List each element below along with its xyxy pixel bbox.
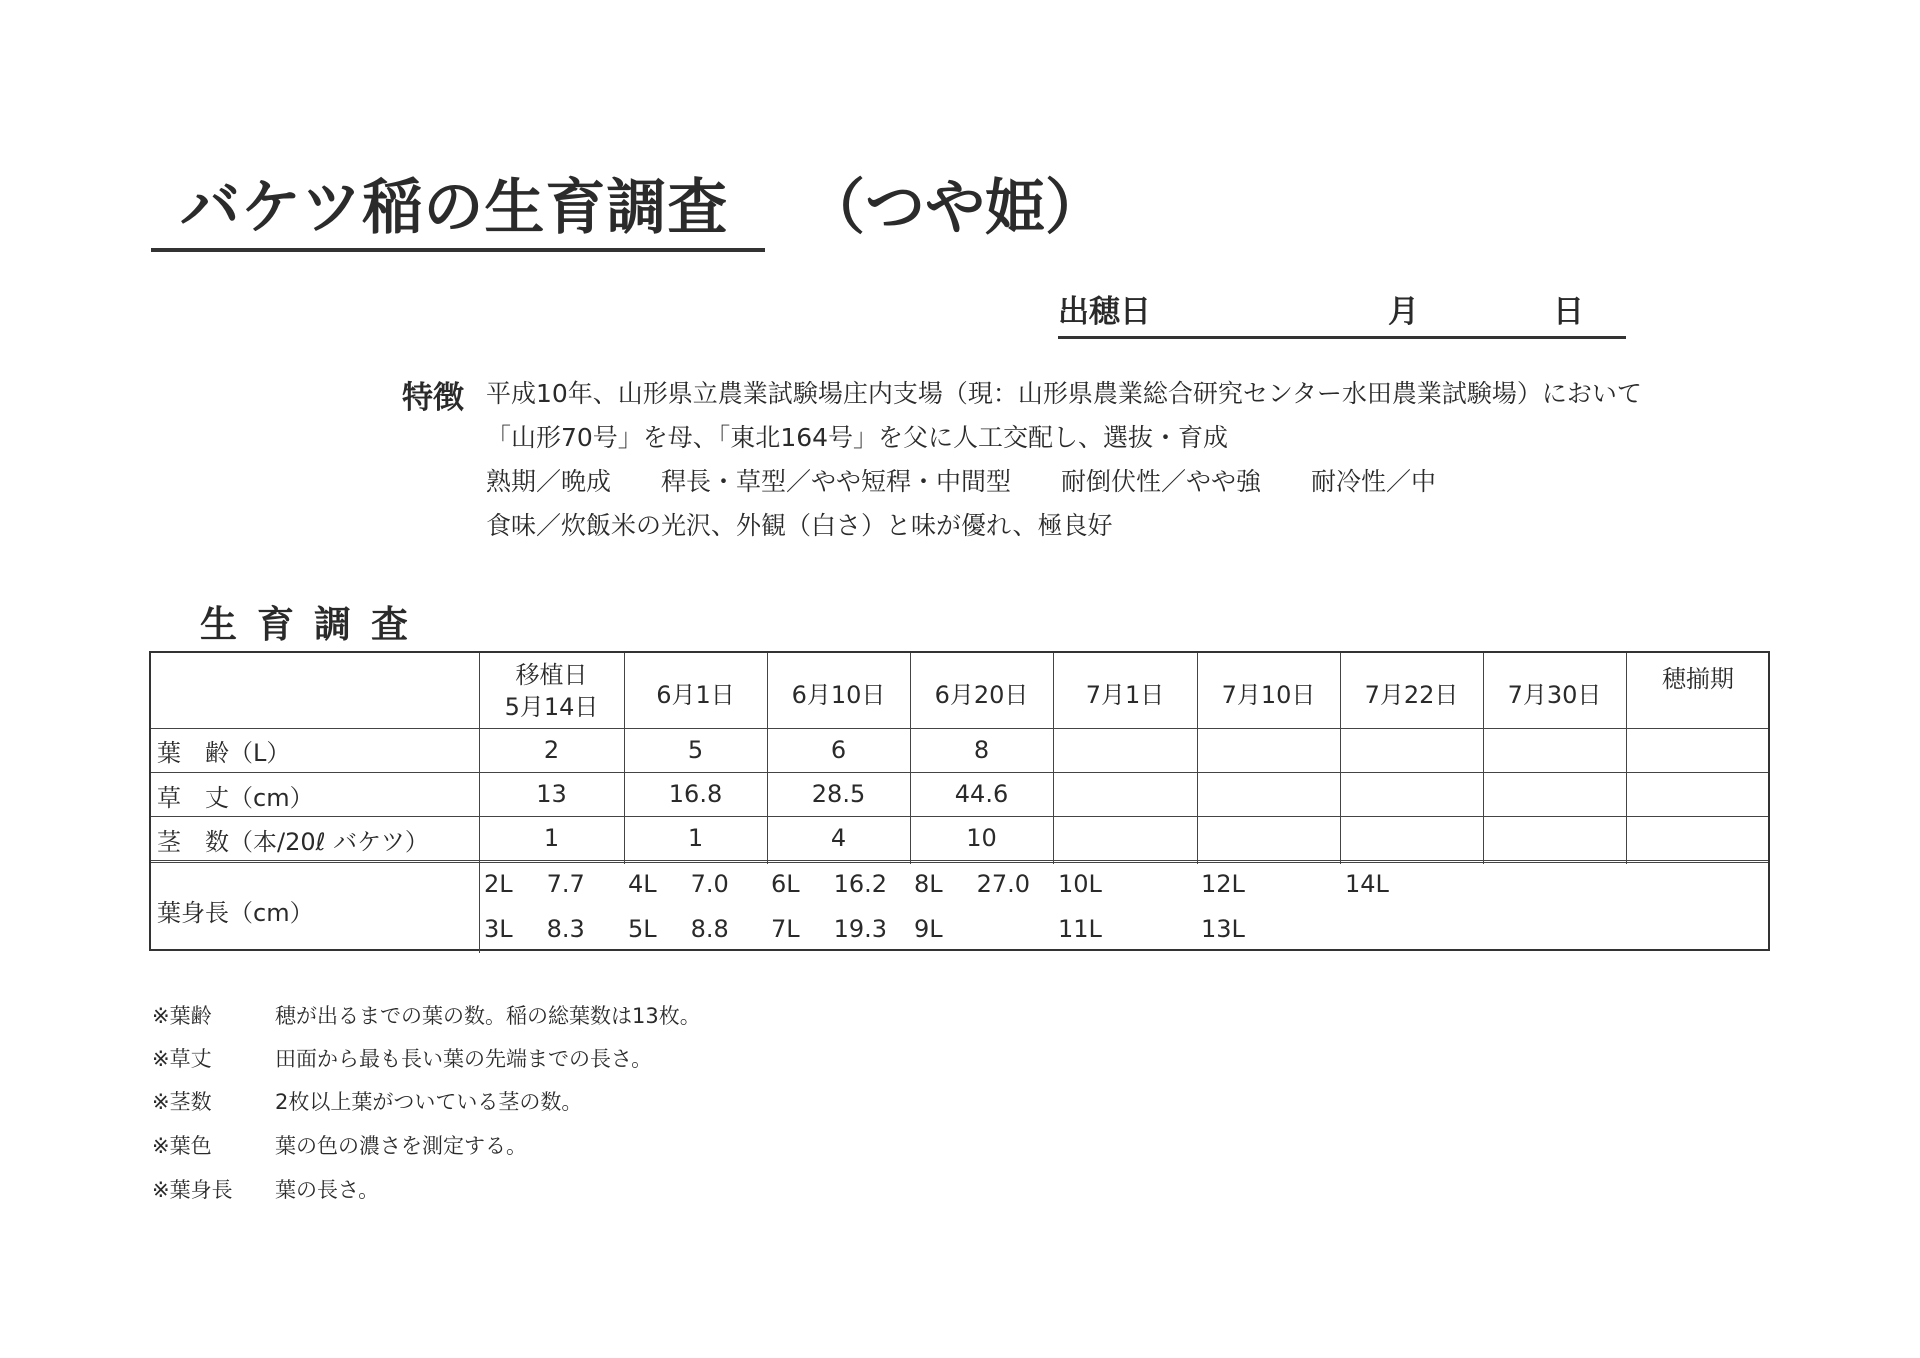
table-cell: 8: [973, 736, 990, 764]
table-cell: 13: [536, 780, 567, 808]
leaf-length-entry: [1201, 870, 1245, 898]
survey-heading: 生育調査: [200, 603, 428, 646]
note-term: ※葉身長: [152, 1178, 233, 1202]
leaf-length-value: 7.0: [690, 870, 729, 898]
growth-survey-table: [149, 651, 1770, 951]
page-title: バケツ稲の生育調査: [180, 173, 729, 243]
note-text: 田面から最も長い葉の先端までの長さ。: [275, 1047, 653, 1071]
leaf-length-entry: [628, 915, 729, 943]
column-header-line: 移植日: [515, 661, 588, 689]
table-cell: 4: [830, 824, 847, 852]
leaf-number: 9L: [914, 915, 943, 943]
leaf-number: 3L: [484, 915, 513, 943]
row-label: 草 丈（cm）: [157, 784, 314, 812]
leaf-number: 10L: [1058, 870, 1102, 898]
note-term: ※葉齢: [152, 1004, 212, 1028]
table-cell: 5: [687, 736, 704, 764]
row-label: 葉 齢（L）: [157, 739, 291, 767]
leaf-length-entry: [914, 870, 1030, 898]
leaf-length-value: 27.0: [976, 870, 1031, 898]
leaf-number: 5L: [628, 915, 657, 943]
features-line: 熟期／晩成 稈長・草型／やや短稈・中間型 耐倒伏性／やや強 耐冷性／中: [486, 467, 1437, 496]
row-label: 葉身長（cm）: [157, 899, 314, 927]
note-term: ※茎数: [152, 1090, 212, 1114]
leaf-length-value: 19.3: [833, 915, 888, 943]
table-divider: [151, 816, 1768, 817]
heading-date-field: [1058, 280, 1626, 339]
leaf-number: 4L: [628, 870, 657, 898]
heading-date-month: 月: [1388, 294, 1419, 330]
table-cell: 44.6: [954, 780, 1009, 808]
leaf-length-entry: [484, 915, 585, 943]
leaf-number: 8L: [914, 870, 943, 898]
leaf-length-entry: [1058, 915, 1102, 943]
heading-date-label: 出穂日: [1058, 294, 1151, 330]
features-line: 食味／炊飯米の光沢、外観（白さ）と味が優れ、極良好: [486, 511, 1113, 540]
features-label: 特徴: [402, 380, 464, 416]
table-divider: [479, 864, 480, 953]
leaf-length-entry: [484, 870, 585, 898]
leaf-length-entry: [771, 870, 887, 898]
table-cell: 1: [687, 824, 704, 852]
table-cell: 1: [543, 824, 560, 852]
column-header: 6月1日: [656, 681, 735, 709]
leaf-number: 7L: [771, 915, 800, 943]
note-text: 穂が出るまでの葉の数。稲の総葉数は13枚。: [275, 1004, 701, 1028]
note-text: 葉の色の濃さを測定する。: [275, 1134, 527, 1158]
leaf-length-value: 16.2: [833, 870, 888, 898]
leaf-number: 2L: [484, 870, 513, 898]
leaf-number: 14L: [1345, 870, 1389, 898]
note-text: 葉の長さ。: [275, 1178, 380, 1202]
variety-name: （つや姫）: [805, 173, 1105, 243]
leaf-length-entry: [628, 870, 729, 898]
leaf-number: 6L: [771, 870, 800, 898]
leaf-length-value: 8.8: [690, 915, 729, 943]
column-header-line: 5月14日: [504, 693, 599, 721]
column-header: 7月10日: [1221, 681, 1316, 709]
column-header: 6月10日: [791, 681, 886, 709]
table-divider: [151, 772, 1768, 773]
leaf-length-entry: [1201, 915, 1245, 943]
leaf-length-entry: [1345, 870, 1389, 898]
heading-date-day: 日: [1553, 294, 1584, 330]
title-underline: [151, 248, 765, 252]
table-cell: 10: [966, 824, 997, 852]
note-term: ※葉色: [152, 1134, 212, 1158]
leaf-length-value: 7.7: [546, 870, 585, 898]
table-cell: 16.8: [668, 780, 723, 808]
note-term: ※草丈: [152, 1047, 212, 1071]
column-header: 7月22日: [1364, 681, 1459, 709]
leaf-length-value: 8.3: [546, 915, 585, 943]
table-cell: 28.5: [811, 780, 866, 808]
column-header: 7月1日: [1085, 681, 1165, 709]
leaf-length-entry: [1058, 870, 1102, 898]
leaf-number: 12L: [1201, 870, 1245, 898]
leaf-number: 13L: [1201, 915, 1245, 943]
column-header: [479, 659, 624, 723]
features-line: 平成10年、山形県立農業試験場庄内支場（現：山形県農業総合研究センター水田農業試験場）において: [486, 379, 1642, 408]
table-divider: [151, 728, 1768, 729]
leaf-length-entry: [914, 915, 943, 943]
column-header: 7月30日: [1507, 681, 1602, 709]
column-header: 6月20日: [934, 681, 1029, 709]
leaf-length-entry: [771, 915, 887, 943]
features-line: 「山形70号」を母、「東北164号」を父に人工交配し、選抜・育成: [486, 423, 1229, 452]
table-divider: [151, 860, 1768, 863]
column-header: 穂揃期: [1662, 665, 1734, 693]
leaf-number: 11L: [1058, 915, 1102, 943]
row-label: 茎 数（本/20ℓ バケツ）: [157, 828, 429, 856]
table-cell: 6: [830, 736, 847, 764]
table-cell: 2: [543, 736, 560, 764]
note-text: 2枚以上葉がついている茎の数。: [275, 1090, 583, 1114]
